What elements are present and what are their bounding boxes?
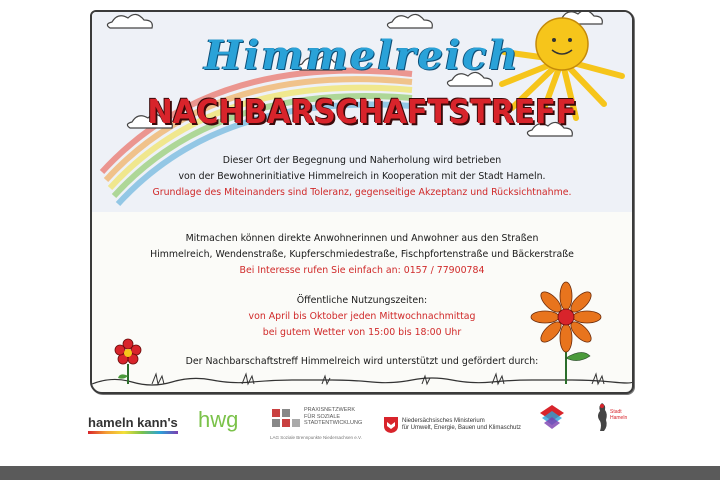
colorful-emblem-icon <box>540 405 564 431</box>
praxis-subline: LAG Soziale Brennpunkte Niedersachsen e.V. <box>270 435 362 440</box>
ministry-line-1: Niedersächsisches Ministerium <box>402 418 485 424</box>
opening-hours <box>92 293 632 341</box>
hours-line-1: von April bis Oktober jeden Mittwochnachmittag <box>248 311 476 322</box>
lower-saxony-crest-icon <box>384 417 398 433</box>
title-himmelreich: Himmelreich <box>204 32 520 79</box>
logo-hameln-kanns-text: hameln kann's <box>88 415 178 430</box>
participation-line-1: Mitmachen können direkte Anwohnerinnen und Anwohner aus den Straßen <box>185 233 539 244</box>
participation-line-2: Himmelreich, Wendenstraße, Kupferschmiedestraße, Fischpfortenstraße und Bäckerstraße <box>150 249 574 260</box>
intro-line-1: Dieser Ort der Begegnung und Naherholung wird betrieben <box>222 155 502 166</box>
participation-paragraph <box>92 231 632 279</box>
title-nachbarschaftstreff: NACHBARSCHAFTSTREFF <box>147 92 577 131</box>
hameln-pied-piper-icon <box>596 403 608 431</box>
logo-colorful-emblem <box>540 405 564 436</box>
praxis-line-1: PRAXISNETZWERK <box>304 407 356 413</box>
praxis-line-3: STADTENTWICKLUNG <box>304 420 363 426</box>
stadt-hameln-text: Stadt Hameln <box>610 409 628 421</box>
ministry-line-2: für Umwelt, Energie, Bauen und Klimaschutz <box>402 425 522 431</box>
logo-stadt-hameln <box>596 403 628 436</box>
intro-rules-line: Grundlage des Miteinanders sind Toleranz, gegenseitige Akzeptanz und Rücksichtnahme. <box>152 187 572 198</box>
bottom-bar <box>0 466 720 480</box>
praxisnetzwerk-squares-icon <box>272 409 300 431</box>
poster <box>90 10 634 394</box>
sponsor-logos <box>0 395 720 465</box>
logo-hameln-kanns <box>88 415 178 434</box>
contact-phone-line: Bei Interesse rufen Sie einfach an: 0157 / 77900784 <box>239 265 485 276</box>
logo-hwg: hwg <box>198 407 239 432</box>
intro-line-2: von der Bewohnerinitiative Himmelreich in Kooperation mit der Stadt Hameln. <box>178 171 546 182</box>
logo-hameln-kanns-stripe <box>88 431 178 434</box>
hours-title: Öffentliche Nutzungszeiten: <box>296 295 428 306</box>
ground-line <box>92 378 632 385</box>
intro-paragraph <box>92 153 632 201</box>
praxis-line-2: FÜR SOZIALE <box>304 413 341 420</box>
hours-line-2: bei gutem Wetter von 15:00 bis 18:00 Uhr <box>262 327 462 338</box>
support-line: Der Nachbarschaftstreff Himmelreich wird unterstützt und gefördert durch: <box>185 356 539 367</box>
